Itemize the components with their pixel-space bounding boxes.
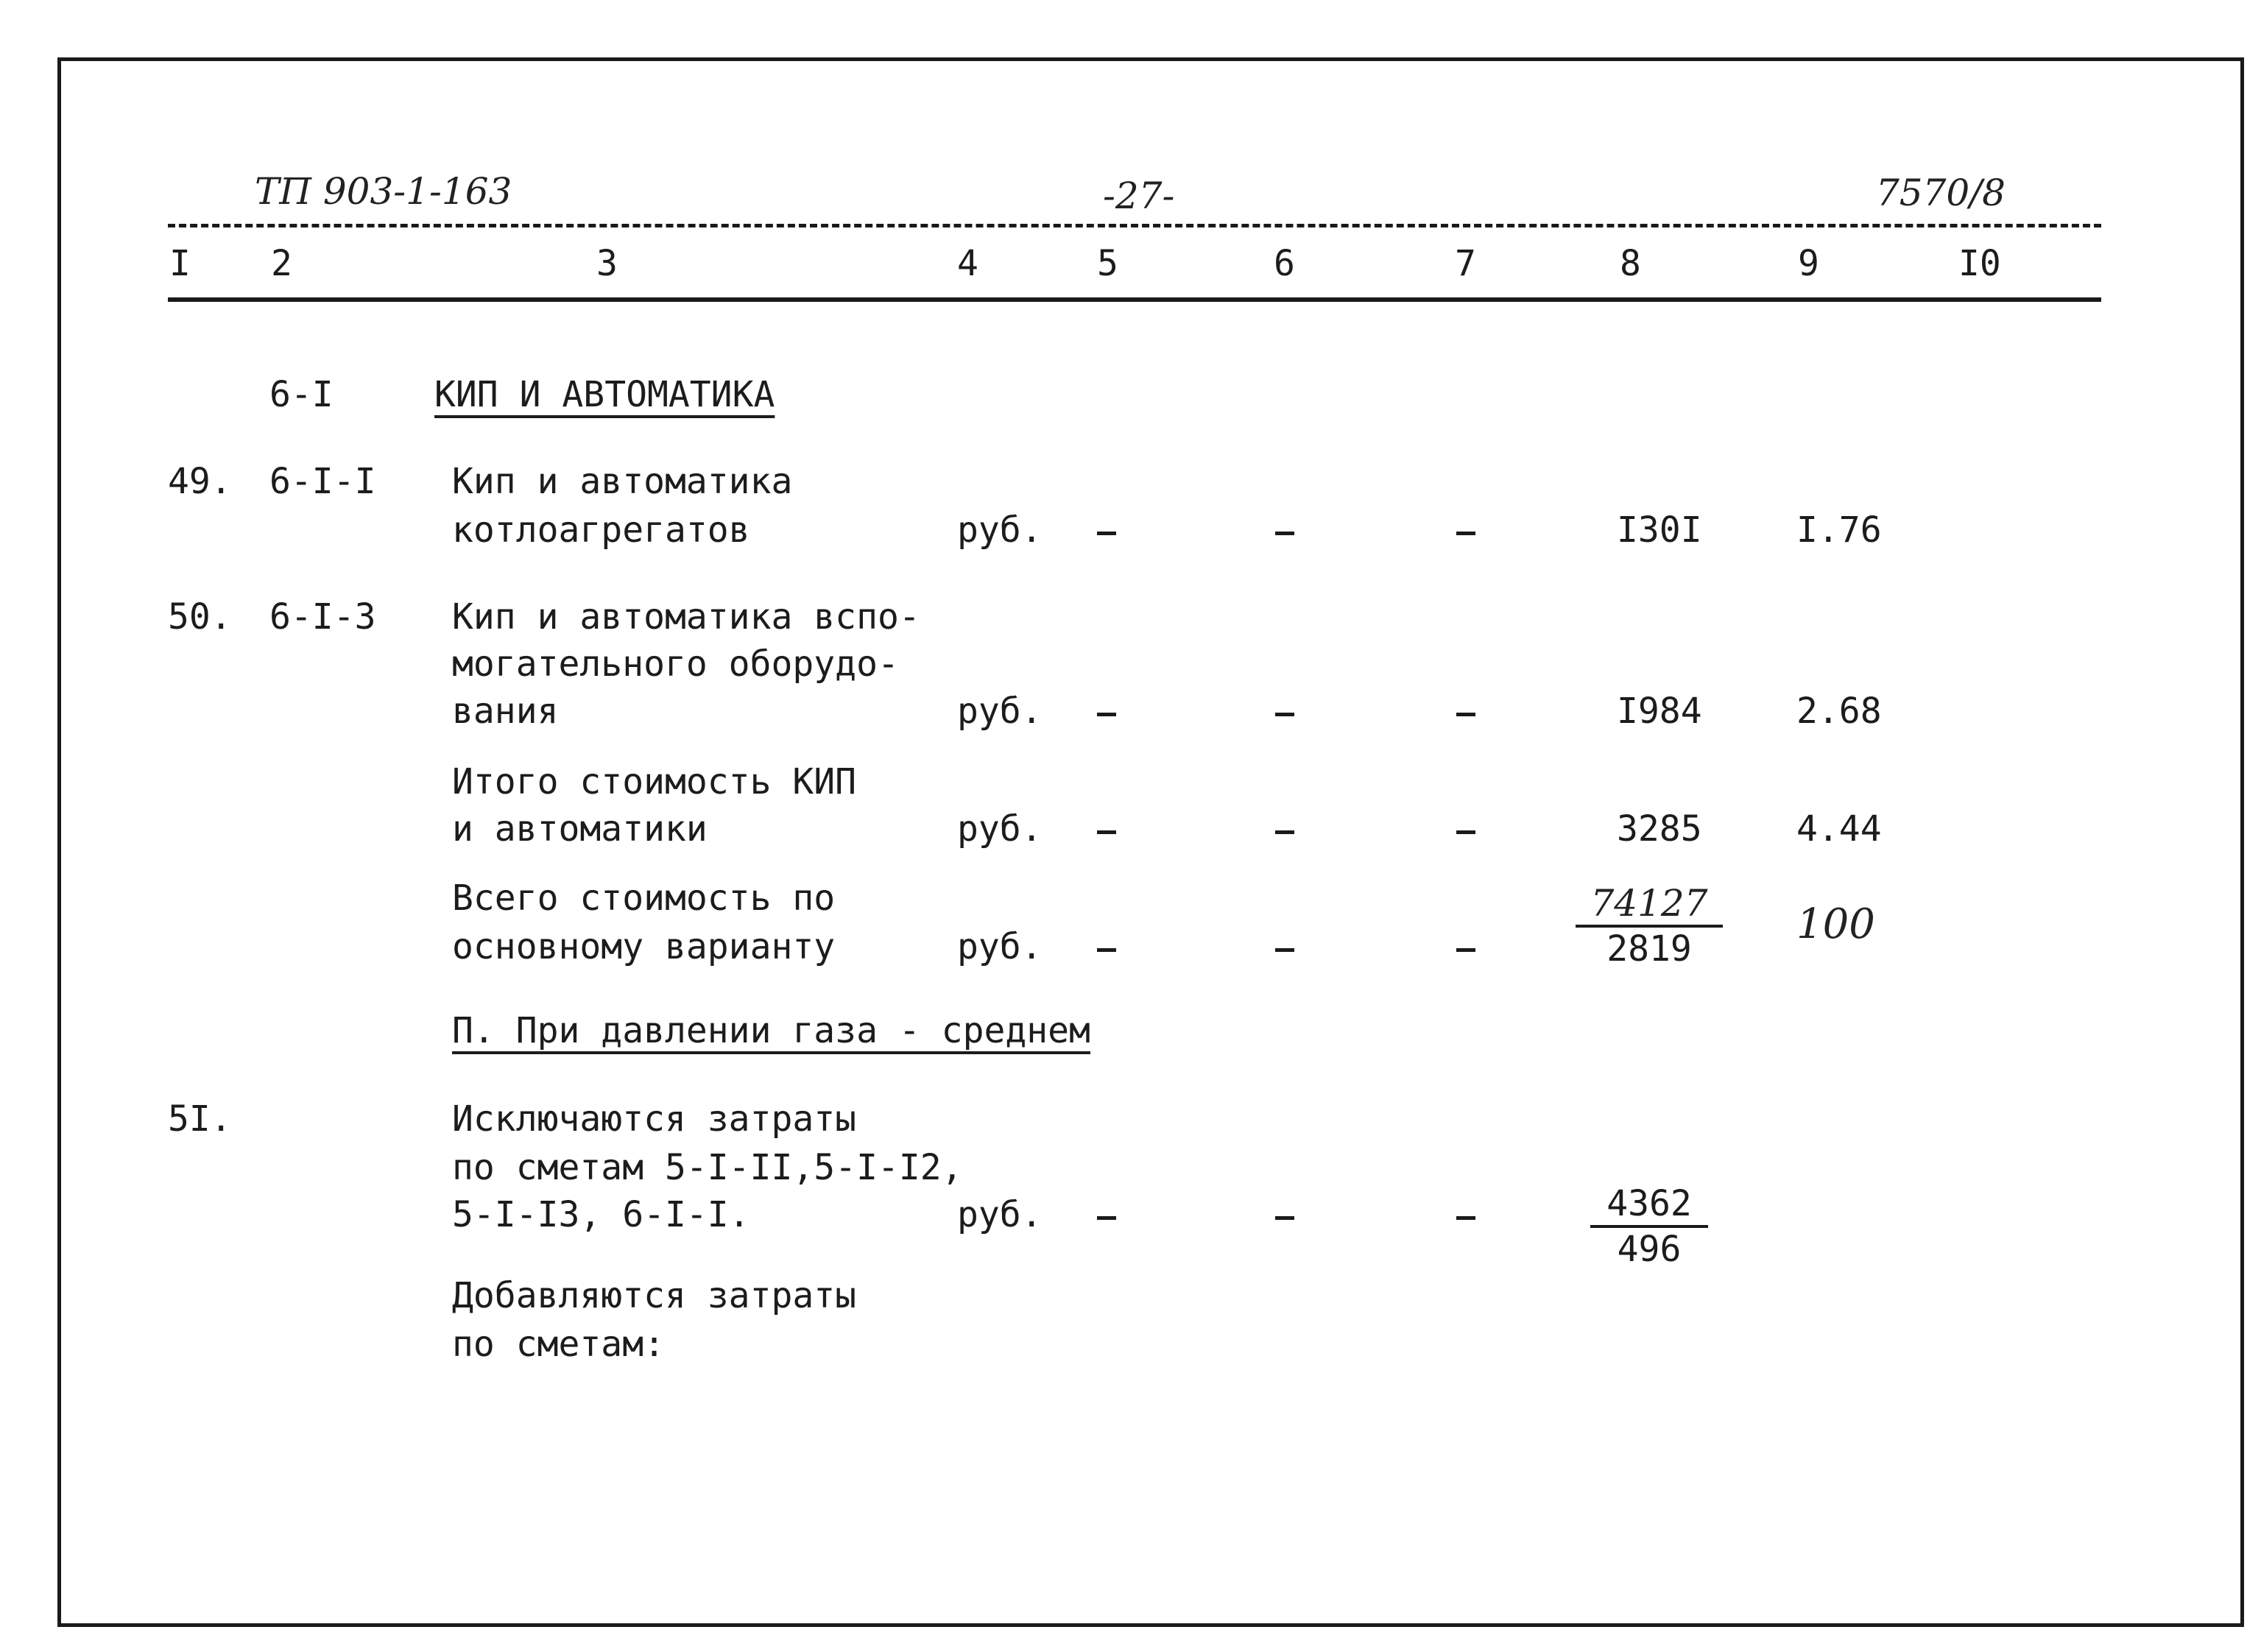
row-description-line: могательного оборудо-: [452, 643, 899, 685]
row-code: 6-I-I: [269, 461, 376, 502]
empty-dash: [1275, 948, 1294, 952]
empty-dash: [1456, 948, 1475, 952]
row-cost-value: I30I: [1617, 509, 1702, 551]
added-costs-line: Добавляются затраты: [452, 1275, 857, 1316]
empty-dash: [1456, 1216, 1475, 1220]
added-costs-line: по сметам:: [452, 1324, 665, 1365]
row-number: 5I.: [168, 1098, 232, 1140]
row-description-line: Кип и автоматика: [452, 461, 793, 502]
column-number: 5: [1097, 243, 1118, 284]
row-unit: руб.: [957, 808, 1043, 850]
column-number: 7: [1455, 243, 1476, 284]
column-number: 2: [271, 243, 292, 284]
fraction-numerator: 4362: [1590, 1184, 1708, 1228]
row-code: 6-I-3: [269, 596, 376, 638]
row-cost-value: 3285: [1617, 808, 1702, 850]
empty-dash: [1097, 532, 1116, 535]
column-number: 8: [1620, 243, 1641, 284]
section-code: 6-I: [269, 374, 334, 415]
fraction-denominator: 2819: [1606, 928, 1692, 970]
empty-dash: [1275, 1216, 1294, 1220]
fraction-denominator: 496: [1617, 1229, 1682, 1270]
empty-dash: [1275, 830, 1294, 834]
empty-dash: [1097, 830, 1116, 834]
row-unit: руб.: [957, 1194, 1043, 1235]
row-description-line: котлоагрегатов: [452, 509, 750, 551]
row-percent-value: I.76: [1796, 509, 1882, 551]
row-number: 49.: [168, 461, 232, 502]
row-unit: руб.: [957, 509, 1043, 551]
empty-dash: [1097, 1216, 1116, 1220]
fraction-numerator: 74127: [1576, 883, 1723, 928]
row-description-line: Кип и автоматика вспо-: [452, 596, 920, 638]
row-unit: руб.: [957, 926, 1043, 967]
page-number: -27-: [1103, 174, 1175, 217]
empty-dash: [1456, 830, 1475, 834]
row-percent-value: 4.44: [1796, 808, 1882, 850]
empty-dash: [1097, 948, 1116, 952]
row-description-line: Итого стоимость КИП: [452, 761, 857, 802]
column-number: I: [169, 243, 191, 284]
page-frame: [57, 57, 2244, 1627]
row-cost-value: I984: [1617, 691, 1702, 732]
row-description-line: вания: [452, 691, 559, 732]
empty-dash: [1456, 532, 1475, 535]
empty-dash: [1275, 532, 1294, 535]
cost-fraction: [1576, 883, 1723, 969]
column-number: 6: [1274, 243, 1295, 284]
header-dashed-rule: [168, 224, 2101, 227]
row-description-line: по сметам 5-I-II,5-I-I2,: [452, 1147, 963, 1188]
row-percent-value: 100: [1796, 900, 1875, 948]
cost-fraction: [1590, 1184, 1708, 1269]
subsection-title: П. При давлении газа - среднем: [452, 1010, 1090, 1051]
column-number: 9: [1798, 243, 1819, 284]
row-description-line: и автоматики: [452, 808, 708, 850]
header-solid-rule: [168, 297, 2101, 302]
row-percent-value: 2.68: [1796, 691, 1882, 732]
row-description-line: 5-I-I3, 6-I-I.: [452, 1194, 750, 1235]
column-number: I0: [1958, 243, 2001, 284]
document-code: ТП 903-1-163: [255, 170, 512, 213]
column-number: 4: [957, 243, 978, 284]
row-unit: руб.: [957, 691, 1043, 732]
section-title: КИП И АВТОМАТИКА: [434, 374, 775, 415]
row-description-line: Исключаются затраты: [452, 1098, 857, 1140]
sheet-reference: 7570/8: [1876, 172, 2006, 214]
row-description-line: основному варианту: [452, 926, 836, 967]
empty-dash: [1275, 713, 1294, 716]
empty-dash: [1097, 713, 1116, 716]
row-number: 50.: [168, 596, 232, 638]
empty-dash: [1456, 713, 1475, 716]
column-number: 3: [596, 243, 618, 284]
row-description-line: Всего стоимость по: [452, 878, 836, 919]
